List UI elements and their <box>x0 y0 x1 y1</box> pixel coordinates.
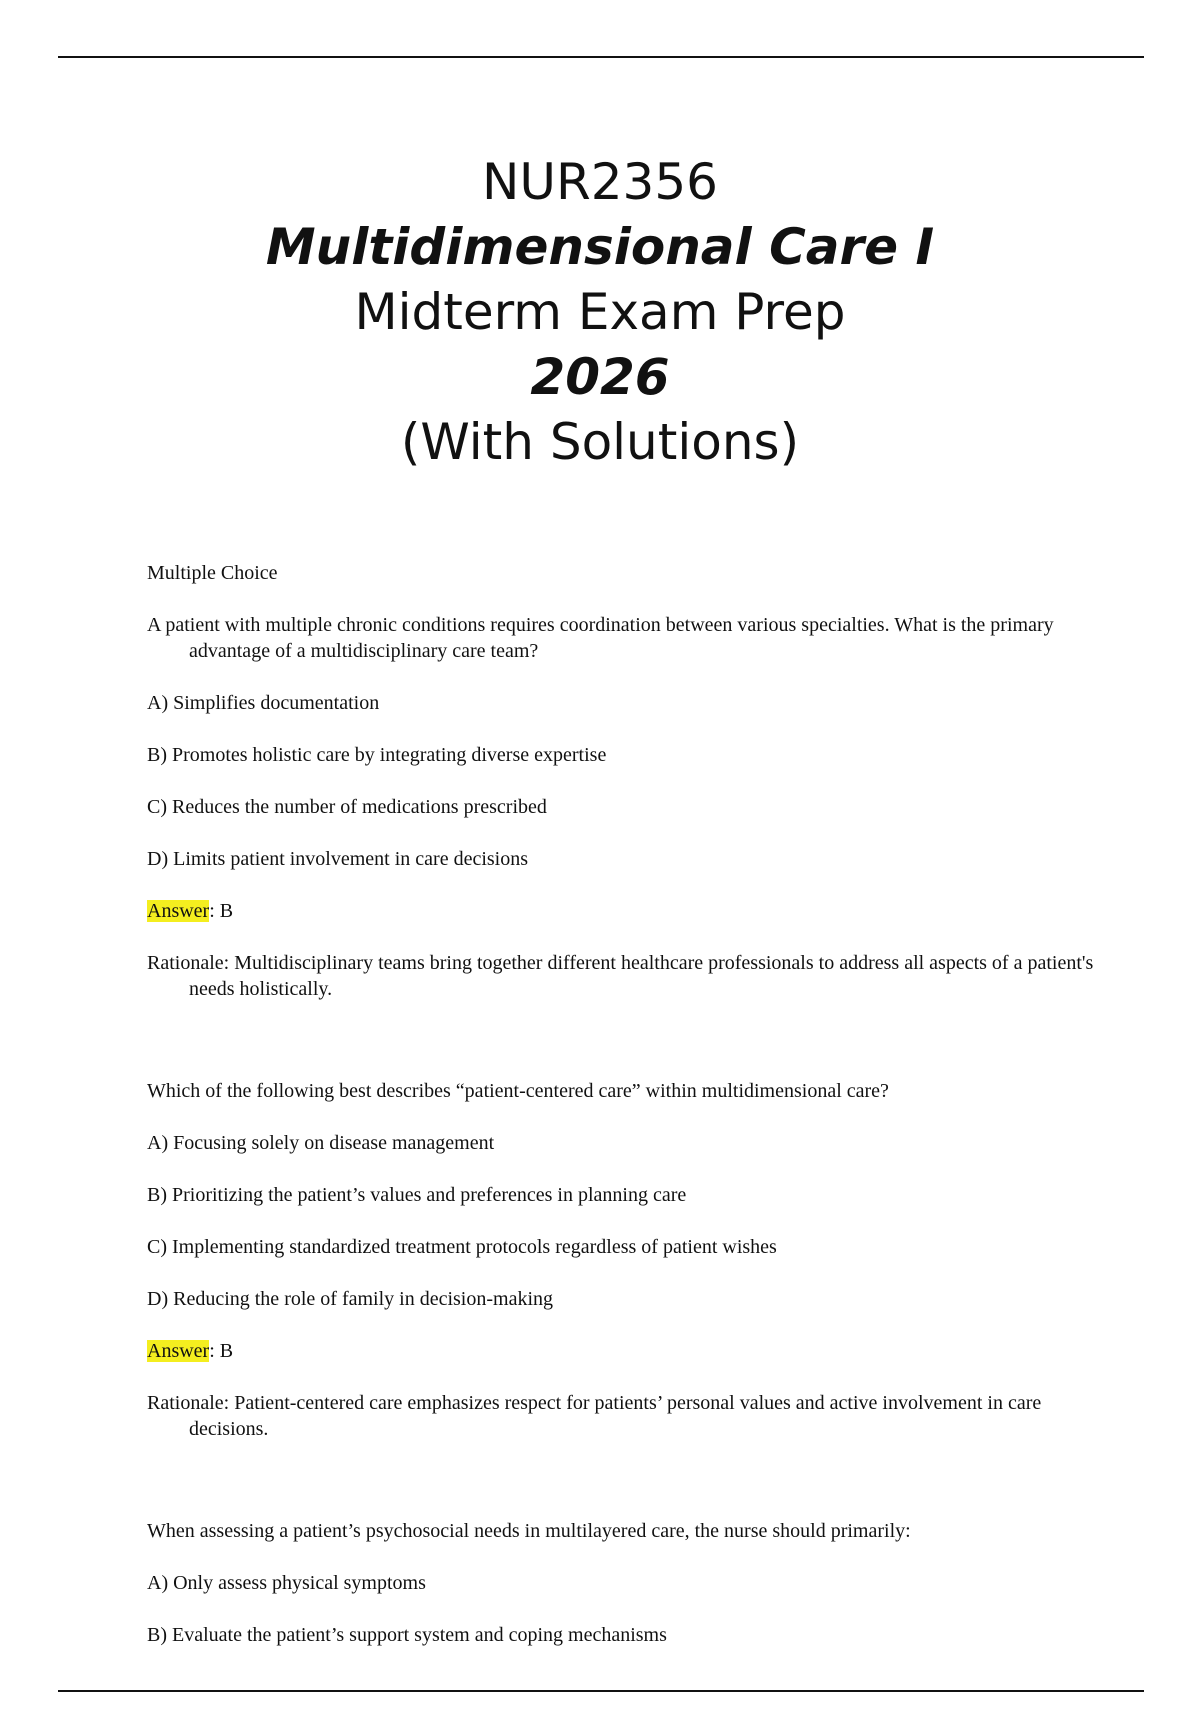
question-1 <box>147 612 1097 1002</box>
option-b: B) Evaluate the patient’s support system and coping mechanisms <box>147 1624 667 1646</box>
exam-subtitle: (With Solutions) <box>400 413 800 471</box>
option-d: D) Limits patient involvement in care decisions <box>147 848 529 870</box>
option-a: A) Simplifies documentation <box>147 692 380 714</box>
document-body <box>147 560 1097 1724</box>
answer-label-highlight: Answer <box>147 1340 210 1362</box>
option-c: C) Implementing standardized treatment protocols regardless of patient wishes <box>147 1236 777 1258</box>
option-d: D) Reducing the role of family in decision-making <box>147 1288 554 1310</box>
option-b: B) Promotes holistic care by integrating diverse expertise <box>147 744 607 766</box>
question-stem: When assessing a patient’s psychosocial needs in multilayered care, the nurse should primarily: <box>147 1520 911 1542</box>
course-title: Multidimensional Care I <box>265 218 935 276</box>
answer-line <box>147 1338 1097 1364</box>
bottom-rule <box>58 1690 1144 1692</box>
question-3 <box>147 1518 1097 1648</box>
section-label: Multiple Choice <box>147 562 278 584</box>
option-a: A) Focusing solely on disease management <box>147 1132 495 1154</box>
option-b: B) Prioritizing the patient’s values and preferences in planning care <box>147 1184 687 1206</box>
option-a: A) Only assess physical symptoms <box>147 1572 426 1594</box>
question-stem: Which of the following best describes “patient-centered care” within multidimensional care? <box>147 1080 889 1102</box>
question-stem: A patient with multiple chronic conditions requires coordination between various specialties. What is the primary advantage of a multidisciplinary care team? <box>147 614 1054 662</box>
rationale: Rationale: Multidisciplinary teams bring together different healthcare professionals to address all aspects of a patient's needs holistically. <box>147 952 1094 1000</box>
answer-value: : B <box>209 1340 234 1362</box>
answer-line <box>147 898 1097 924</box>
exam-name: Midterm Exam Prep <box>354 283 846 341</box>
answer-value: : B <box>209 900 234 922</box>
rationale: Rationale: Patient-centered care emphasizes respect for patients’ personal values and active involvement in care decisions. <box>147 1392 1042 1440</box>
course-code: NUR2356 <box>482 153 718 211</box>
answer-label-highlight: Answer <box>147 900 210 922</box>
option-c: C) Reduces the number of medications prescribed <box>147 796 547 818</box>
top-rule <box>58 56 1144 58</box>
question-2 <box>147 1078 1097 1442</box>
exam-year: 2026 <box>530 348 670 406</box>
title-block <box>0 150 1200 475</box>
